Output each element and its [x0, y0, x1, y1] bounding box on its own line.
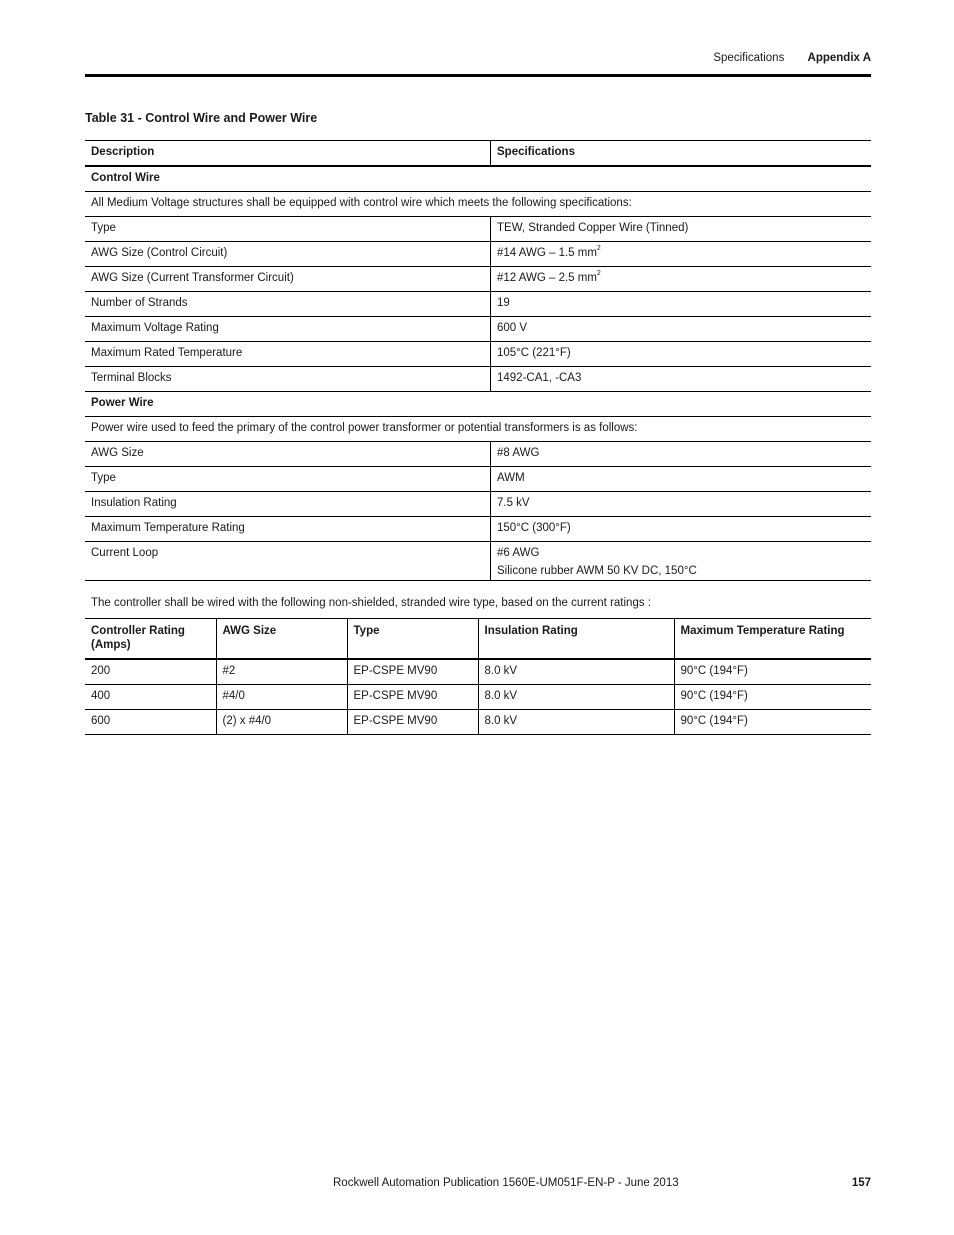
cell-type: EP-CSPE MV90: [347, 659, 478, 685]
table-row: [85, 710, 871, 735]
table-row: [85, 341, 871, 366]
cell-insulation: 8.0 kV: [478, 710, 674, 735]
header-max-temperature: Maximum Temperature Rating: [674, 619, 871, 660]
header-appendix: Appendix A: [807, 52, 871, 64]
wiring-note: The controller shall be wired with the following non-shielded, stranded wire type, based on the current ratings :: [91, 597, 651, 609]
row-specification: #8 AWG: [491, 441, 872, 466]
table-caption: Table 31 - Control Wire and Power Wire: [85, 111, 318, 125]
header-rule: [85, 74, 871, 77]
spec-line: #6 AWG: [497, 546, 540, 559]
table-row: [85, 466, 871, 491]
header-insulation-rating: Insulation Rating: [478, 619, 674, 660]
row-description: Type: [85, 466, 491, 491]
section-row: [85, 391, 871, 416]
cell-insulation: 8.0 kV: [478, 685, 674, 710]
cell-insulation: 8.0 kV: [478, 659, 674, 685]
table-row: [85, 241, 871, 266]
page-number: 157: [851, 1177, 871, 1189]
table-row: [85, 216, 871, 241]
running-header: [713, 52, 871, 64]
header-specifications: Specifications: [491, 141, 872, 167]
controller-rating-table: [85, 618, 871, 735]
row-description: Terminal Blocks: [85, 366, 491, 391]
table-row: [85, 291, 871, 316]
note-row: [85, 416, 871, 441]
power-wire-note: Power wire used to feed the primary of the control power transformer or potential transformers is as follows:: [85, 416, 871, 441]
section-row: [85, 166, 871, 191]
header-awg-size: AWG Size: [216, 619, 347, 660]
table-row: [85, 316, 871, 341]
cell-temperature: 90°C (194°F): [674, 685, 871, 710]
row-description: Number of Strands: [85, 291, 491, 316]
table-row: [85, 541, 871, 580]
header-type: Type: [347, 619, 478, 660]
cell-awg: #2: [216, 659, 347, 685]
table-row: [85, 266, 871, 291]
row-description: Maximum Voltage Rating: [85, 316, 491, 341]
row-specification: AWM: [491, 466, 872, 491]
row-specification: 150°C (300°F): [491, 516, 872, 541]
row-description: Type: [85, 216, 491, 241]
header-controller-rating: Controller Rating (Amps): [85, 619, 216, 660]
row-description: Maximum Rated Temperature: [85, 341, 491, 366]
row-specification: 7.5 kV: [491, 491, 872, 516]
row-description: AWG Size: [85, 441, 491, 466]
section-control-wire: Control Wire: [85, 166, 871, 191]
control-wire-note: All Medium Voltage structures shall be equipped with control wire which meets the following specifications:: [85, 191, 871, 216]
section-power-wire: Power Wire: [85, 391, 871, 416]
cell-rating: 600: [85, 710, 216, 735]
row-specification: #14 AWG – 1.5 $mm^2$: [491, 241, 872, 266]
row-description: Maximum Temperature Rating: [85, 516, 491, 541]
cell-awg: #4/0: [216, 685, 347, 710]
table-row: [85, 685, 871, 710]
control-power-wire-table: [85, 140, 871, 581]
spec-line: Silicone rubber AWM 50 KV DC, 150°C: [497, 564, 697, 577]
cell-rating: 200: [85, 659, 216, 685]
row-specification: 600 V: [491, 316, 872, 341]
header-section: Specifications: [713, 52, 785, 64]
cell-type: EP-CSPE MV90: [347, 685, 478, 710]
row-specification: TEW, Stranded Copper Wire (Tinned): [491, 216, 872, 241]
table-body: [85, 166, 871, 580]
table-row: [85, 659, 871, 685]
row-description: Insulation Rating: [85, 491, 491, 516]
table-row: [85, 491, 871, 516]
table-row: [85, 366, 871, 391]
cell-type: EP-CSPE MV90: [347, 710, 478, 735]
row-description: AWG Size (Current Transformer Circuit): [85, 266, 491, 291]
row-specification: #12 AWG – 2.5 $mm^2$: [491, 266, 872, 291]
note-row: [85, 191, 871, 216]
header-description: Description: [85, 141, 491, 167]
table-row: [85, 516, 871, 541]
cell-temperature: 90°C (194°F): [674, 659, 871, 685]
cell-awg: (2) x #4/0: [216, 710, 347, 735]
row-specification: 1492-CA1, -CA3: [491, 366, 872, 391]
publication-id: Rockwell Automation Publication 1560E-UM051F-EN-P - June 2013: [333, 1177, 679, 1189]
row-specification: 19: [491, 291, 872, 316]
cell-rating: 400: [85, 685, 216, 710]
row-description: AWG Size (Control Circuit): [85, 241, 491, 266]
row-specification: 105°C (221°F): [491, 341, 872, 366]
cell-temperature: 90°C (194°F): [674, 710, 871, 735]
row-description: Current Loop: [85, 541, 491, 580]
row-specification: [491, 541, 872, 580]
table-row: [85, 441, 871, 466]
